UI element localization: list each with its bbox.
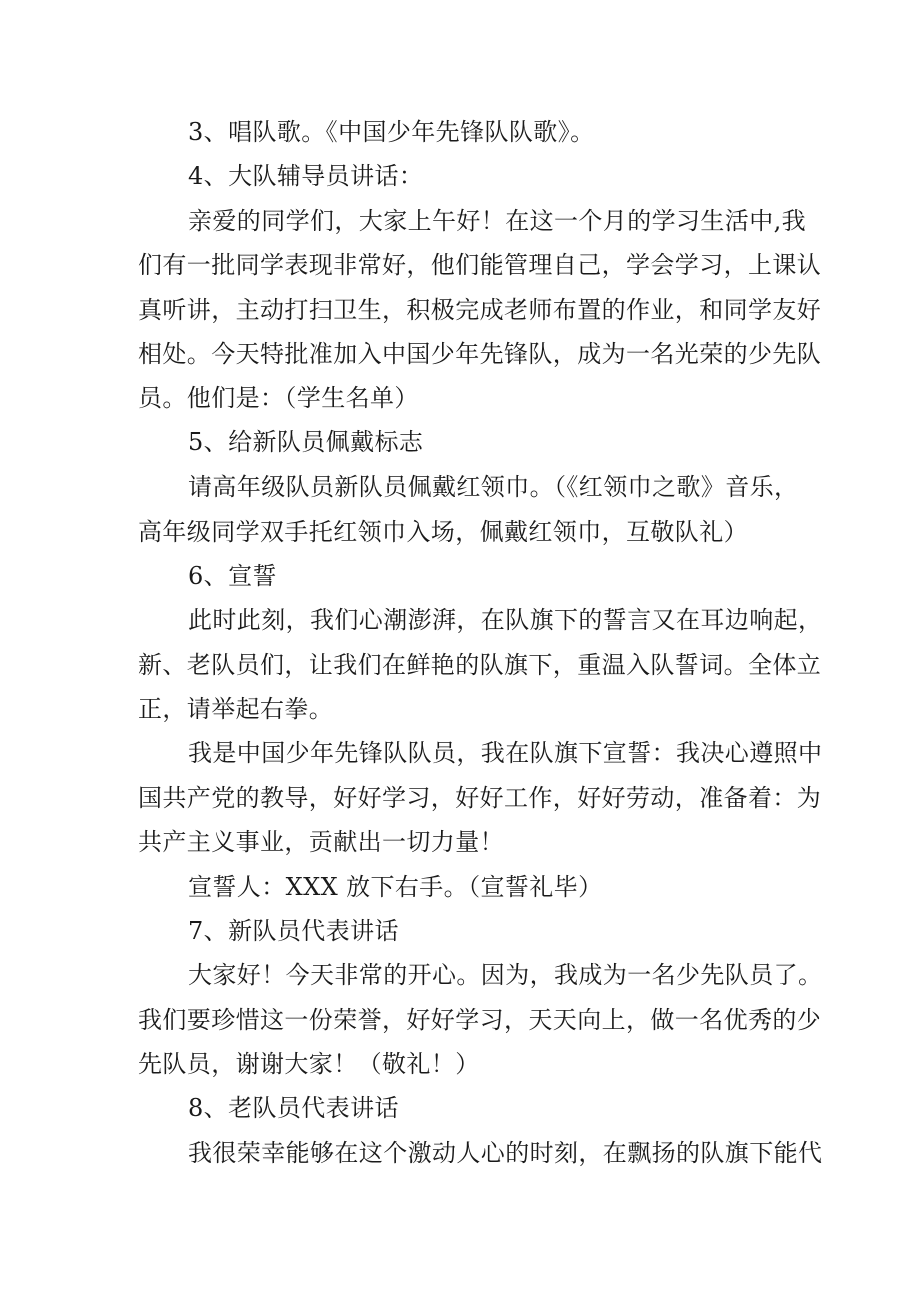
item-7-heading: 7、新队员代表讲话 xyxy=(188,917,399,945)
oath-line: 国共产党的教导，好好学习，好好工作，好好劳动，准备着：为 xyxy=(138,784,822,812)
oath-line: 我是中国少年先锋队队员，我在队旗下宣誓：我决心遵照中 xyxy=(188,739,823,767)
item-6-heading: 6、宣誓 xyxy=(188,562,277,590)
paragraph-line: 员。他们是：（学生名单） xyxy=(138,384,419,412)
paragraph-line: 我很荣幸能够在这个激动人心的时刻，在飘扬的队旗下能代 xyxy=(188,1139,823,1167)
oath-line: 共产主义事业，贡献出一切力量！ xyxy=(138,828,504,856)
paragraph-line: 相处。今天特批准加入中国少年先锋队，成为一名光荣的少先队 xyxy=(138,340,822,368)
paragraph-line: 亲爱的同学们，大家上午好！在这一个月的学习生活中,我 xyxy=(188,207,807,235)
paragraph-line: 大家好！今天非常的开心。因为，我成为一名少先队员了。 xyxy=(188,961,823,989)
paragraph-line: 正，请举起右拳。 xyxy=(138,695,334,723)
paragraph-line: 请高年级队员新队员佩戴红领巾。（《红领巾之歌》音乐， xyxy=(188,473,799,501)
paragraph-line: 新、老队员们，让我们在鲜艳的队旗下，重温入队誓词。全体立 xyxy=(138,651,822,679)
paragraph-line: 高年级同学双手托红领巾入场，佩戴红领巾，互敬队礼） xyxy=(138,518,748,546)
paragraph-line: 此时此刻，我们心潮澎湃，在队旗下的誓言又在耳边响起， xyxy=(188,606,823,634)
item-8-heading: 8、老队员代表讲话 xyxy=(188,1094,399,1122)
item-5-heading: 5、给新队员佩戴标志 xyxy=(188,428,424,456)
item-4-heading: 4、大队辅导员讲话： xyxy=(188,162,424,190)
paragraph-line: 先队员，谢谢大家！（敬礼！） xyxy=(138,1050,480,1078)
paragraph-line: 们有一批同学表现非常好，他们能管理自己，学会学习，上课认 xyxy=(138,251,822,279)
paragraph-line: 宣誓人：XXX 放下右手。（宣誓礼毕） xyxy=(188,873,603,901)
item-3-heading: 3、唱队歌。《中国少年先锋队队歌》。 xyxy=(188,118,595,146)
paragraph-line: 我们要珍惜这一份荣誉，好好学习，天天向上，做一名优秀的少 xyxy=(138,1006,822,1034)
paragraph-line: 真听讲，主动打扫卫生，积极完成老师布置的作业，和同学友好 xyxy=(138,296,822,324)
